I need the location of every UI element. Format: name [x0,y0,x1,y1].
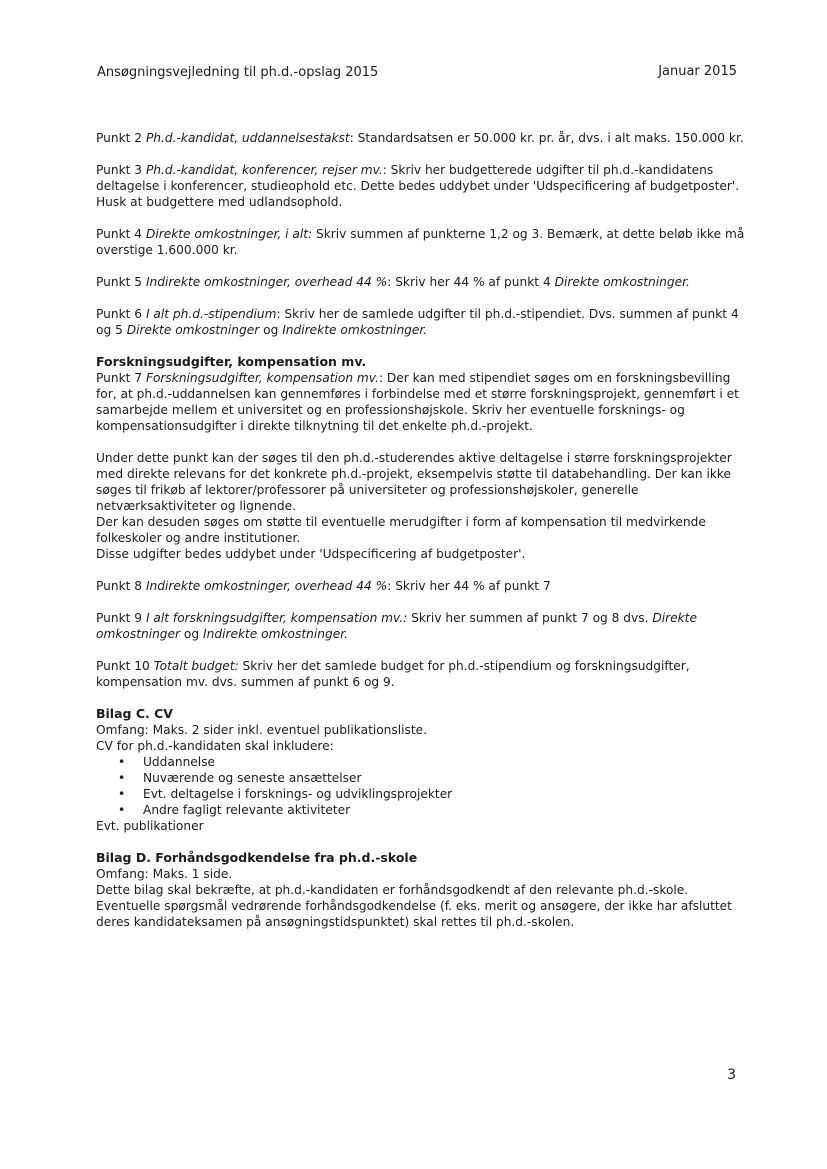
research-details-2: Der kan desuden søges om støtte til eventuelle merudgifter i form af kompensation til medvirkende folkeskoler og andre institutioner. [96,515,706,545]
punkt-8-paragraph [96,578,746,594]
punkt-5-lead: Punkt 5 [96,275,146,289]
punkt-3-text: : Skriv her budgetterede udgifter til ph.d.-kandidatens deltagelse i konferencer, studieophold etc. Dette bedes uddybet under 'Udspecificering af budgetposter'. Husk at budgettere med udlandsophold. [96,163,740,209]
punkt-7-paragraph [96,370,746,434]
bilag-d-body: Dette bilag skal bekræfte, at ph.d.-kandidaten er forhåndsgodkendt af den relevante ph.d.-skole. Eventuelle spørgsmål vedrørende forhåndsgodkendelse (f. eks. merit og ansøgere, der ikke har afsluttet deres kandidateksamen på ansøgningstidspunktet) skal rettes til ph.d.-skolen. [96,883,732,929]
punkt-4-text: Skriv summen af punkterne 1,2 og 3. Bemærk, at dette beløb ikke må overstige 1.600.000 kr. [96,227,745,257]
research-details-3: Disse udgifter bedes uddybet under 'Udspecificering af budgetposter'. [96,547,526,561]
punkt-7-term: Forskningsudgifter, kompensation mv. [145,371,379,385]
bilag-c-scope: Omfang: Maks. 2 sider inkl. eventuel publikationsliste. [96,723,428,737]
punkt-9-paragraph [96,610,746,642]
punkt-6-conjunction: og [259,323,283,337]
page-number: 3 [727,1067,736,1083]
list-item: • Nuværende og seneste ansættelser [96,770,746,786]
punkt-8-term: Indirekte omkostninger, overhead 44 % [145,579,388,593]
bilag-c-intro: CV for ph.d.-kandidaten skal inkludere: [96,739,334,753]
punkt-5-reference: Direkte omkostninger. [554,275,690,289]
punkt-2-paragraph [96,130,746,146]
punkt-2-term: Ph.d.-kandidat, uddannelsestakst [145,131,350,145]
punkt-3-term: Ph.d.-kandidat, konferencer, rejser mv. [145,163,383,177]
punkt-6-paragraph [96,306,746,338]
punkt-6-reference-2: Indirekte omkostninger. [282,323,428,337]
punkt-3-paragraph [96,162,746,210]
punkt-5-term: Indirekte omkostninger, overhead 44 % [145,275,388,289]
punkt-2-text: : Standardsatsen er 50.000 kr. pr. år, dvs. i alt maks. 150.000 kr. [349,131,744,145]
punkt-10-paragraph [96,658,746,690]
research-section-heading: Forskningsudgifter, kompensation mv. [96,354,367,369]
document-body [96,130,746,946]
bilag-c-list [96,754,746,818]
punkt-4-term: Direkte omkostninger, i alt: [145,227,313,241]
punkt-9-conjunction: og [180,627,204,641]
punkt-7-lead: Punkt 7 [96,371,146,385]
document-header-title: Ansøgningsvejledning til ph.d.-opslag 2015 [97,65,379,80]
punkt-8-lead: Punkt 8 [96,579,146,593]
bilag-c-heading: Bilag C. CV [96,706,173,721]
punkt-3-lead: Punkt 3 [96,163,146,177]
punkt-5-text: : Skriv her 44 % af punkt 4 [387,275,555,289]
list-item: • Evt. deltagelse i forsknings- og udviklingsprojekter [96,786,746,802]
punkt-9-reference-2: Indirekte omkostninger. [203,627,348,641]
punkt-4-paragraph [96,226,746,258]
punkt-2-lead: Punkt 2 [96,131,146,145]
punkt-10-text: Skriv her det samlede budget for ph.d.-stipendium og forskningsudgifter, kompensation mv. dvs. summen af punkt 6 og 9. [96,659,690,689]
punkt-6-text: : Skriv her de samlede udgifter til ph.d.-stipendiet. Dvs. summen af punkt 4 og 5 [96,307,739,337]
bilag-c-outro: Evt. publikationer [96,819,204,833]
punkt-6-term: I alt ph.d.-stipendium [145,307,277,321]
list-item: • Uddannelse [96,754,746,770]
punkt-6-reference-1: Direkte omkostninger [126,323,260,337]
punkt-10-term: Totalt budget: [153,659,239,673]
punkt-7-text: : Der kan med stipendiet søges om en forskningsbevilling for, at ph.d.-uddannelsen kan gennemføres i forbindelse med et større forskningsprojekt, gennemført i et samarbejde mellem et universitet og en professionshøjskole. Skriv her eventuelle forsknings- og kompensationsudgifter i direkte tilknytning til det enkelte ph.d.-projekt. [96,371,739,433]
document-header-date: Januar 2015 [658,64,737,79]
punkt-9-reference-1: Direkte omkostninger [96,611,697,641]
list-item: • Andre fagligt relevante aktiviteter [96,802,746,818]
bilag-d-scope: Omfang: Maks. 1 side. [96,867,233,881]
punkt-8-text: : Skriv her 44 % af punkt 7 [387,579,551,593]
punkt-5-paragraph [96,274,746,290]
punkt-9-term: I alt forskningsudgifter, kompensation mv.: [145,611,408,625]
bilag-d-heading: Bilag D. Forhåndsgodkendelse fra ph.d.-skole [96,850,418,865]
punkt-9-text: Skriv her summen af punkt 7 og 8 dvs. [407,611,653,625]
punkt-4-lead: Punkt 4 [96,227,146,241]
punkt-9-lead: Punkt 9 [96,611,146,625]
punkt-10-lead: Punkt 10 [96,659,154,673]
research-details-1: Under dette punkt kan der søges til den ph.d.-studerendes aktive deltagelse i større forskningsprojekter med direkte relevans for det konkrete ph.d.-projekt, eksempelvis støtte til databehandling. Der kan ikke søges til frikøb af lektorer/professorer på universiteter og professionshøjskoler, generelle netværksaktiviteter og lignende. [96,451,732,513]
punkt-6-lead: Punkt 6 [96,307,146,321]
